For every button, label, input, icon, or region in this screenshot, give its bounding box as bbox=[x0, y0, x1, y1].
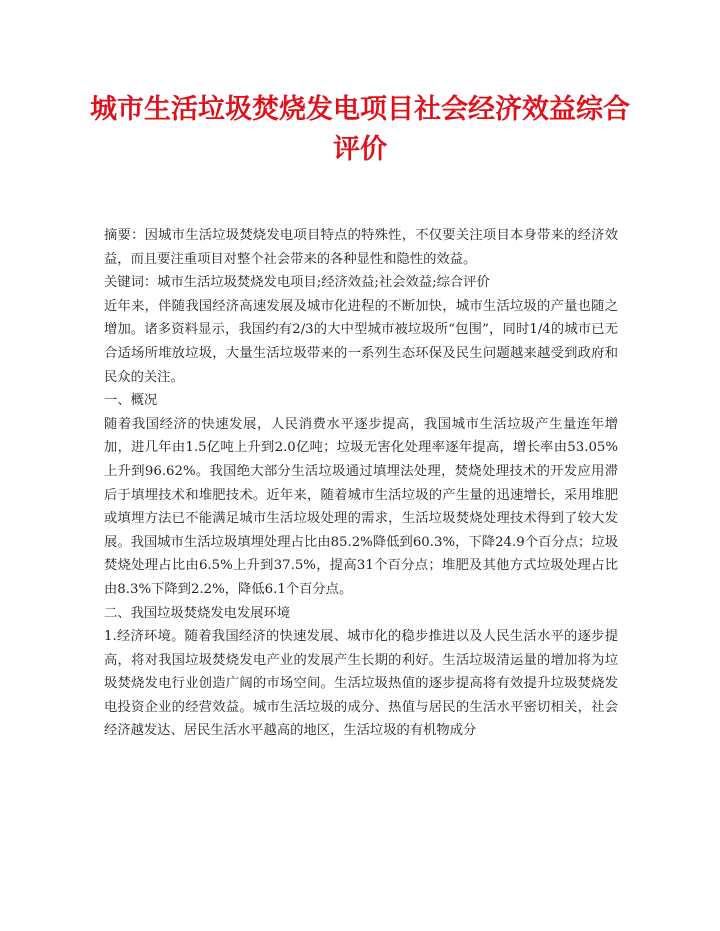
document-body bbox=[104, 224, 618, 743]
section-heading-environment: 二、我国垃圾焚烧发电发展环境 bbox=[104, 605, 291, 621]
economic-environment-paragraph: 1.经济环境。随着我国经济的快速发展、城市化的稳步推进以及人民生活水平的逐步提高，将对我国垃圾焚烧发电产业的发展产生长期的利好。生活垃圾清运量的增加将为垃圾焚烧发电行业创造广阔的市场空间。生活垃圾热值的逐步提高将有效提升垃圾焚烧发电投资企业的经营效益。城市生活垃圾的成分、热值与居民的生活水平密切相关，社会经济越发达、居民生活水平越高的地区，生活垃圾的有机物成分 bbox=[104, 629, 618, 739]
overview-paragraph: 随着我国经济的快速发展，人民消费水平逐步提高，我国城市生活垃圾产生量连年增加，进几年由1.5亿吨上升到2.0亿吨；垃圾无害化处理率逐年提高，增长率由53.05%上升到96.62%。我国绝大部分生活垃圾通过填埋法处理，焚烧处理技术的开发应用滞后于填埋技术和堆肥技术。近年来，随着城市生活垃圾的产生量的迅速增长，采用堆肥或填埋方法已不能满足城市生活垃圾处理的需求，生活垃圾焚烧处理技术得到了较大发展。我国城市生活垃圾填埋处理占比由85.2%降低到60.3%，下降24.9个百分点；垃圾焚烧处理占比由6.5%上升到37.5%，提高31个百分点；堆肥及其他方式垃圾处理占比由8.3%下降到2.2%，降低6.1个百分点。 bbox=[104, 416, 618, 597]
intro-paragraph: 近年来，伴随我国经济高速发展及城市化进程的不断加快，城市生活垃圾的产量也随之增加。诸多资料显示，我国约有2/3的大中型城市被垃圾所“包围”，同时1/4的城市已无合适场所堆放垃圾，大量生活垃圾带来的一系列生态环保及民生问题越来越受到政府和民众的关注。 bbox=[104, 298, 618, 385]
abstract-paragraph: 摘要：因城市生活垃圾焚烧发电项目特点的特殊性，不仅要关注项目本身带来的经济效益，而且要注重项目对整个社会带来的各种显性和隐性的效益。 bbox=[104, 228, 618, 267]
keywords-paragraph: 关键词：城市生活垃圾焚烧发电项目;经济效益;社会效益;综合评价 bbox=[104, 275, 490, 291]
section-heading-overview: 一、概况 bbox=[104, 393, 158, 409]
document-title: 城市生活垃圾焚烧发电项目社会经济效益综合评价 bbox=[90, 94, 630, 165]
